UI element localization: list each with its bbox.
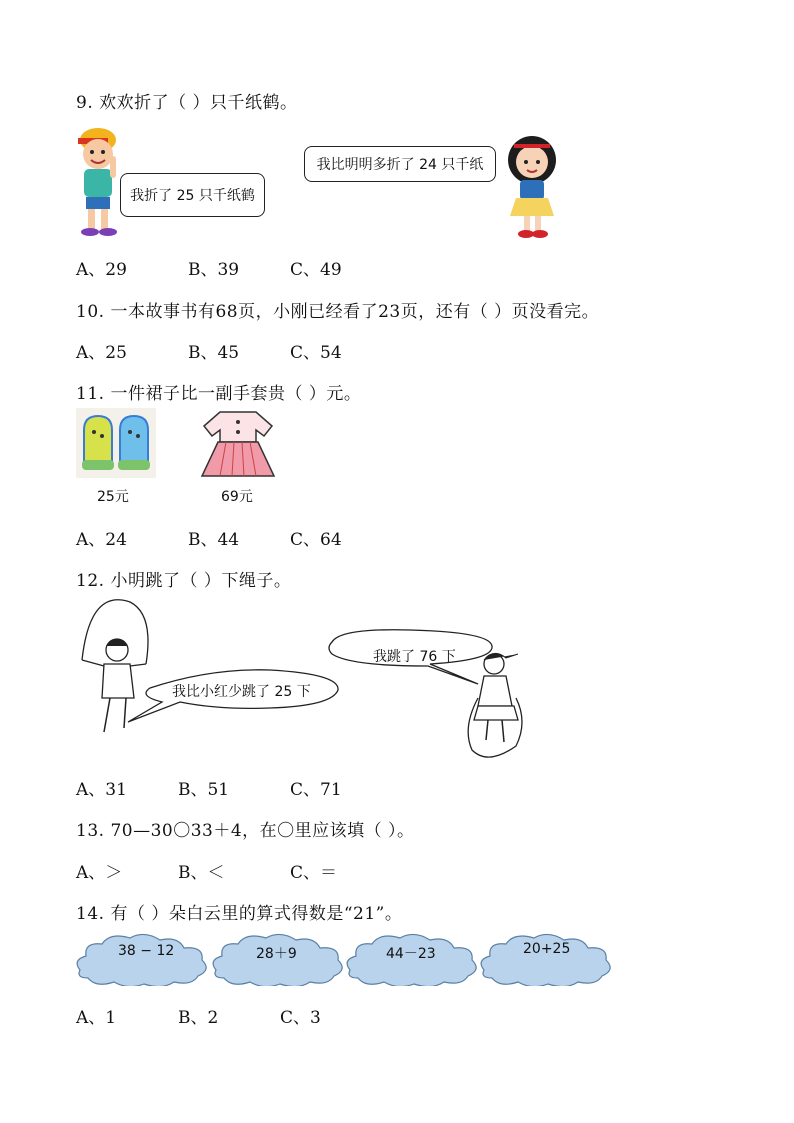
dress-price: 69元	[221, 489, 253, 505]
question-12-text: 12. 小明跳了（ ）下绳子。	[76, 571, 292, 591]
cloud-3-expression: 44－23	[386, 946, 436, 962]
q9-option-a[interactable]: A、29	[76, 260, 127, 280]
girl-rope-speech-text: 我跳了 76 下	[373, 649, 456, 665]
boy-speech-bubble	[120, 173, 265, 217]
cloud-1-expression: 38 − 12	[118, 943, 175, 959]
q10-option-a[interactable]: A、25	[76, 343, 127, 363]
question-10-text: 10. 一本故事书有68页，小刚已经看了23页，还有（ ）页没看完。	[76, 302, 600, 322]
cloud-4-expression: 20+25	[523, 941, 571, 957]
gloves-price: 25元	[97, 489, 129, 505]
question-11-text: 11. 一件裙子比一副手套贵（ ）元。	[76, 384, 362, 404]
q14-option-a[interactable]: A、1	[76, 1008, 117, 1028]
girl-speech-text: 我比明明多折了 24 只千纸	[316, 157, 484, 173]
q10-option-b[interactable]: B、45	[188, 343, 240, 363]
q14-option-c[interactable]: C、3	[280, 1008, 321, 1028]
q9-option-c[interactable]: C、49	[290, 260, 342, 280]
q11-option-c[interactable]: C、64	[290, 530, 342, 550]
girl-jumping-rope-illustration	[468, 653, 522, 757]
boy-jumping-rope-illustration	[82, 600, 148, 732]
q10-option-c[interactable]: C、54	[290, 343, 342, 363]
question-9-text: 9. 欢欢折了（ ）只千纸鹤。	[76, 93, 298, 113]
question-14-text: 14. 有（ ）朵白云里的算式得数是“21”。	[76, 904, 403, 924]
q12-option-c[interactable]: C、71	[290, 780, 342, 800]
boy-speech-text: 我折了 25 只千纸鹤	[130, 188, 255, 204]
girl-speech-bubble	[304, 146, 496, 182]
dress-illustration	[192, 408, 284, 480]
gloves-illustration	[76, 408, 156, 478]
q13-option-b[interactable]: B、＜	[178, 863, 225, 883]
q13-option-a[interactable]: A、＞	[76, 863, 123, 883]
q9-option-b[interactable]: B、39	[188, 260, 240, 280]
q12-option-a[interactable]: A、31	[76, 780, 127, 800]
q11-option-a[interactable]: A、24	[76, 530, 127, 550]
cloud-2-expression: 28＋9	[256, 946, 297, 962]
boy-rope-speech-text: 我比小红少跳了 25 下	[172, 684, 311, 700]
q11-option-b[interactable]: B、44	[188, 530, 240, 550]
q14-option-b[interactable]: B、2	[178, 1008, 219, 1028]
question-13-text: 13. 70—30〇33＋4，在〇里应该填（ ）。	[76, 821, 415, 841]
girl-illustration	[502, 132, 564, 240]
q12-option-b[interactable]: B、51	[178, 780, 230, 800]
q13-option-c[interactable]: C、＝	[290, 863, 338, 883]
